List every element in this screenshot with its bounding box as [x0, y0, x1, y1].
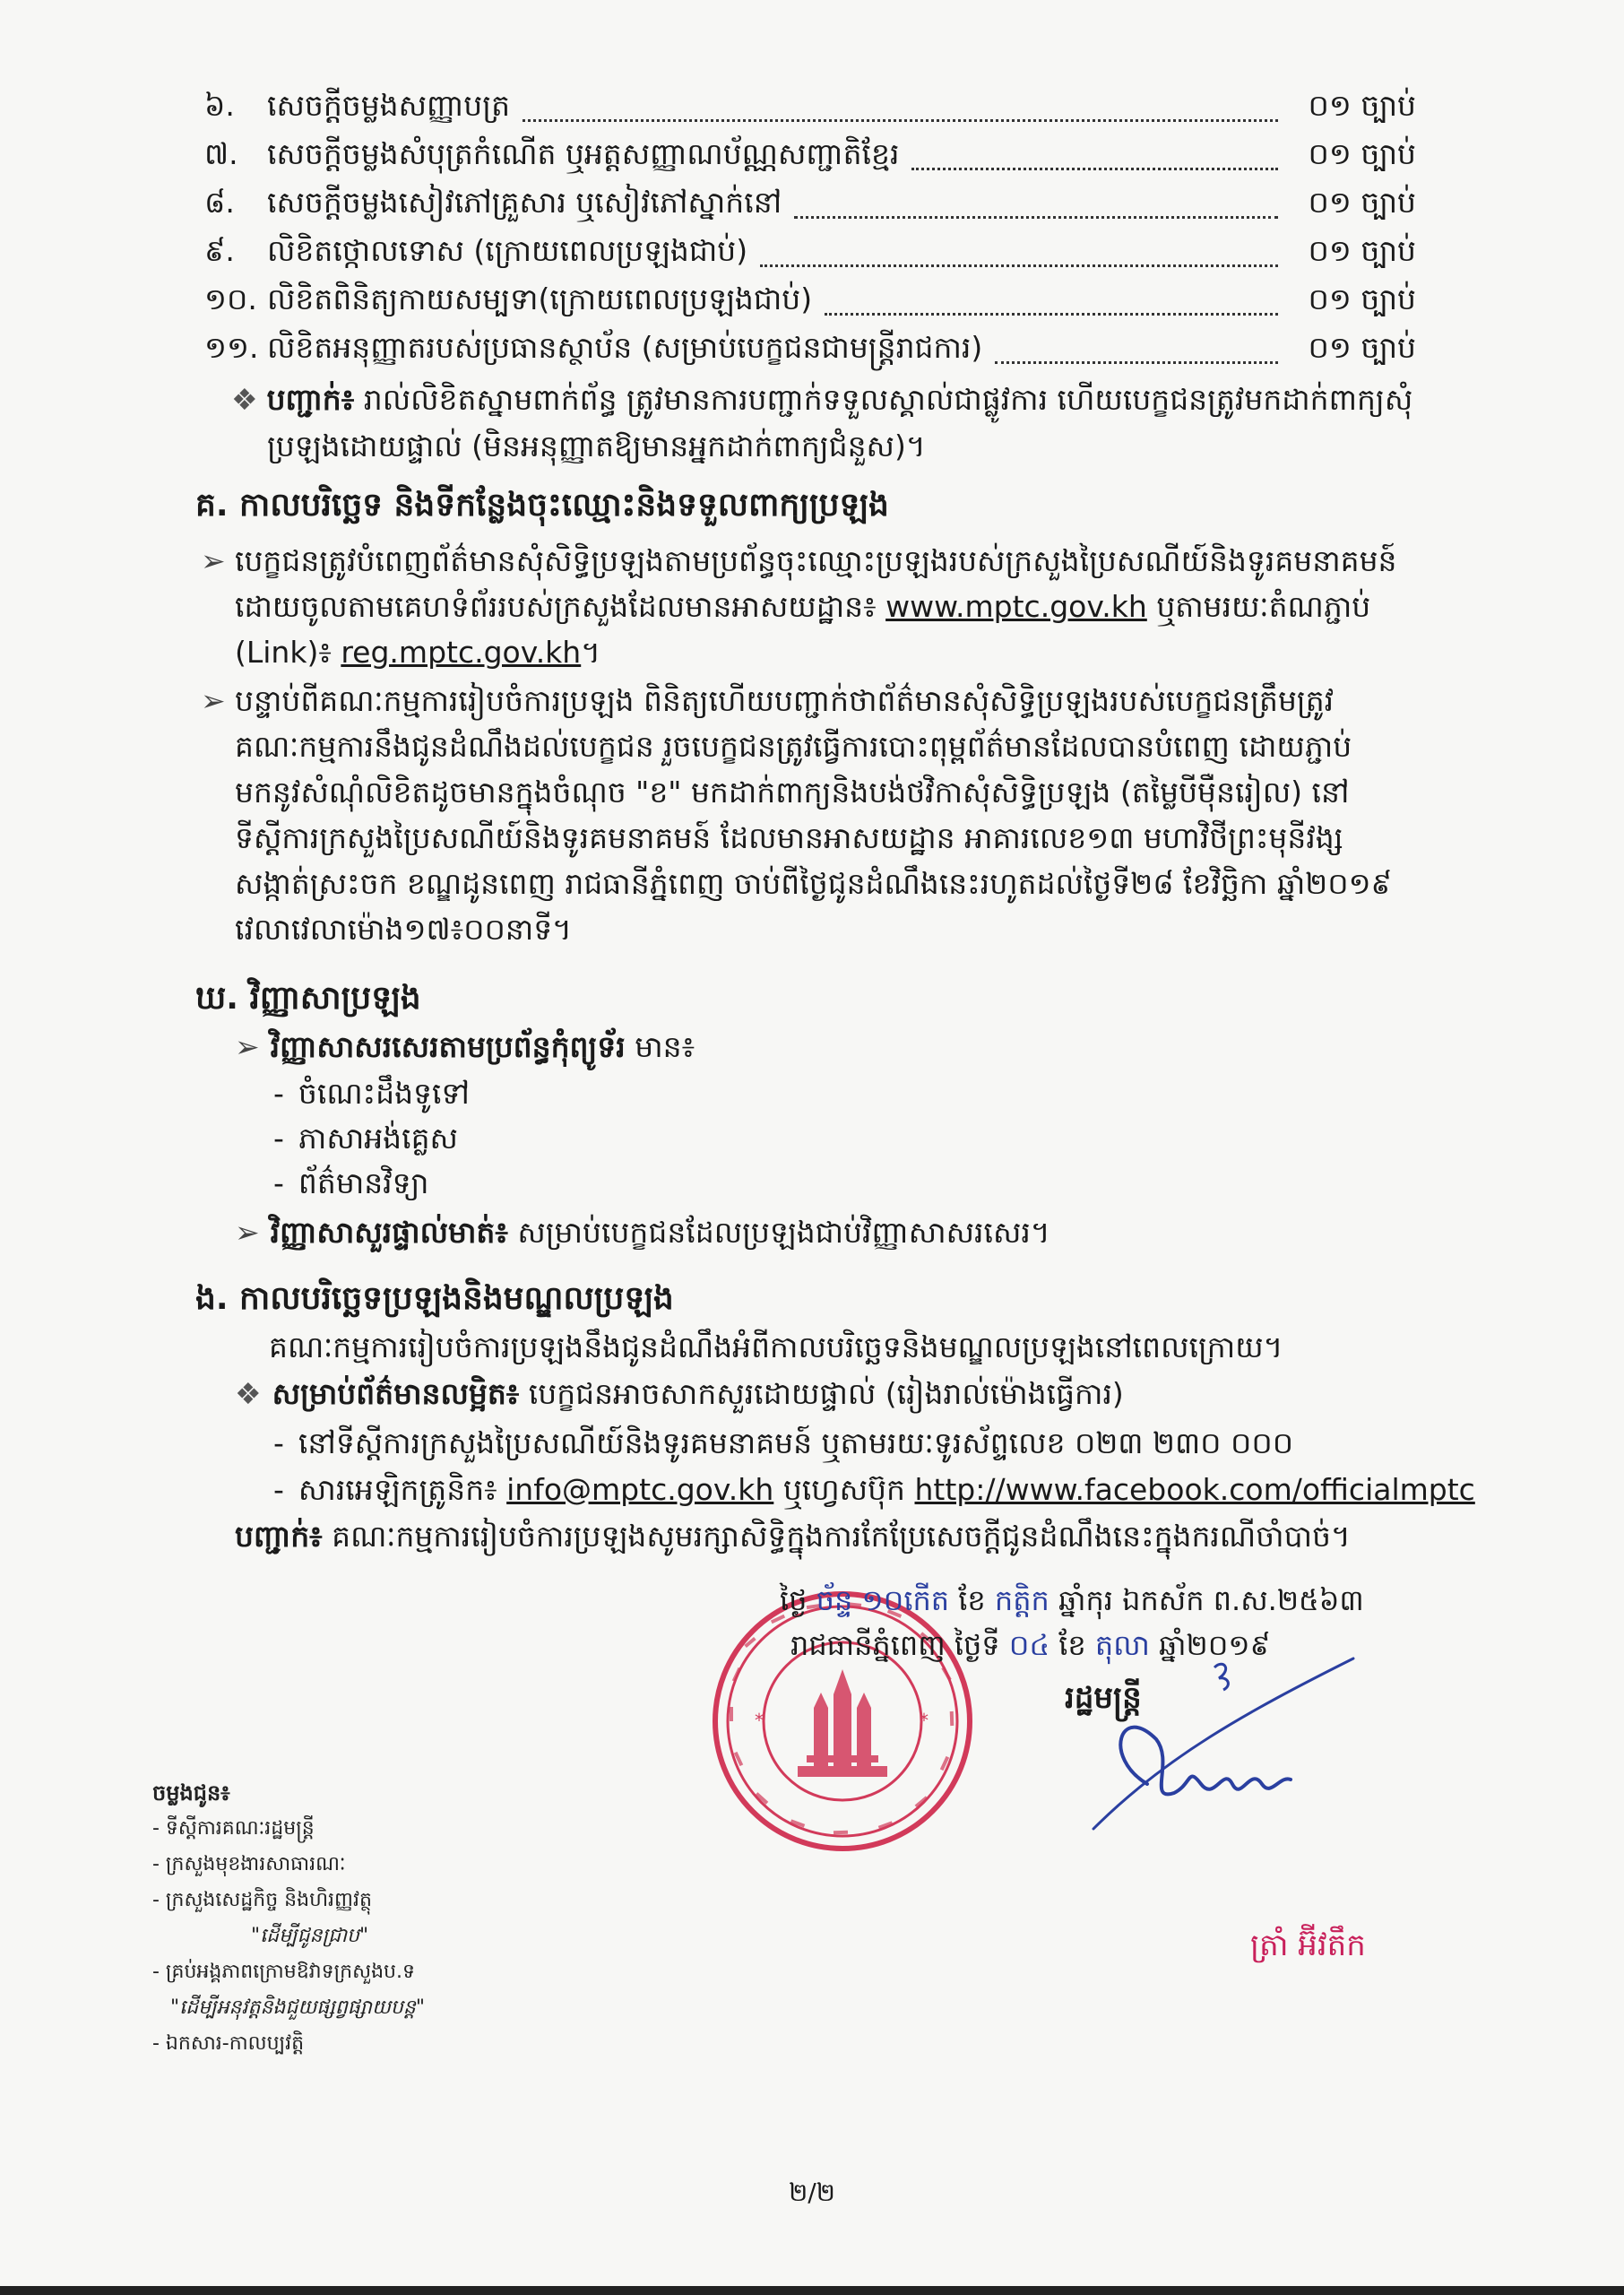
registration-link[interactable]: reg.mptc.gov.kh: [341, 635, 582, 670]
dot-leader: [911, 168, 1278, 170]
dot-leader: [760, 264, 1278, 267]
date-block: ថ្ងៃ ច័ន្ទ ១០កើត ខែ កត្តិក ឆ្នាំកុរ ឯកស័ក ព.ស.២៥៦៣ រាជធានីភ្នំពេញ ថ្ងៃទី ០៤ ខែ តុលា ឆ្នាំ២០១៩: [780, 1583, 1364, 1662]
document-list: [204, 82, 1416, 373]
svg-text:*: *: [920, 1710, 929, 1731]
list-item: ៩. លិខិតថ្កោលទោស (ក្រោយពេលប្រឡងជាប់) ០១ ច្បាប់: [204, 233, 1416, 268]
arrow-bullet-icon: ➢: [201, 683, 226, 718]
subject-item: - ចំណេះដឹងទូទៅ: [273, 1076, 470, 1111]
handwritten-day: ច័ន្ទ ១០កើត: [816, 1583, 950, 1617]
exam-schedule-text: គណៈកម្មការរៀបចំការប្រឡងនឹងជូនដំណឹងអំពីកាលបរិច្ឆេទនិងមណ្ឌលប្រឡងនៅពេលក្រោយ។: [269, 1329, 1283, 1364]
subject-item: - ភាសាអង់គ្លេស: [273, 1121, 458, 1156]
facebook-link[interactable]: http://www.facebook.com/officialmptc: [914, 1472, 1475, 1507]
list-item: ៧. សេចក្ដីចម្លងសំបុត្រកំណើត ឬអត្តសញ្ញាណប័ណ្ណសញ្ជាតិខ្មែរ ០១ ច្បាប់: [204, 136, 1416, 171]
contact-item: - សារអេឡិកត្រូនិក៖ info@mptc.gov.kh ឬហ្វេសប៊ុក http://www.facebook.com/officialmptc: [273, 1472, 1475, 1507]
section-heading-c: គ. កាលបរិច្ឆេទ និងទីកន្លែងចុះឈ្មោះនិងទទួលពាក្យប្រឡង: [195, 487, 889, 524]
dot-leader: [995, 361, 1278, 364]
list-item: ១០. លិខិតពិនិត្យកាយសម្បទា(ក្រោយពេលប្រឡងជាប់) ០១ ច្បាប់: [204, 281, 1416, 316]
website-link[interactable]: www.mptc.gov.kh: [885, 589, 1147, 624]
subject-item: - ព័ត៌មានវិទ្យា: [273, 1165, 429, 1200]
handwritten-day: ០៤: [1008, 1628, 1050, 1662]
list-item: ៦. សេចក្ដីចម្លងសញ្ញាបត្រ ០១ ច្បាប់: [204, 88, 1416, 123]
section-heading-d: ឃ. វិញ្ញាសាប្រឡង: [195, 980, 421, 1017]
handwritten-month: តុលា: [1094, 1628, 1150, 1662]
list-item: ១១. លិខិតអនុញ្ញាតរបស់ប្រធានស្ថាប័ន (សម្រាប់បេក្ខជនជាមន្ត្រីរាជការ) ០១ ច្បាប់: [204, 330, 1416, 365]
diamond-bullet-icon: ❖: [235, 1376, 262, 1411]
written-exam-item: ➢ វិញ្ញាសាសរសេរតាមប្រព័ន្ធកុំព្យូទ័រ មាន៖: [235, 1029, 695, 1064]
dot-leader: [523, 119, 1278, 122]
arrow-bullet-icon: ➢: [235, 1029, 260, 1064]
registration-paragraph: ➢ បេក្ខជនត្រូវបំពេញព័ត៌មានសុំសិទ្ធិប្រឡងតាមប្រព័ន្ធចុះឈ្មោះប្រឡងរបស់ក្រសួងប្រៃសណីយ៍និងទូរគមនាគមន៍ ដោយចូលតាមគេហទំព័ររបស់ក្រសួងដែលមានអាសយដ្ឋាន៖ www.mptc.gov.kh ឬតាមរយៈតំណភ្ជាប់ (Link)៖ reg.mptc.gov.kh។: [235, 538, 1481, 675]
signature-image: [1040, 1650, 1362, 1856]
email-link[interactable]: info@mptc.gov.kh: [506, 1472, 774, 1507]
diamond-bullet-icon: ❖: [231, 382, 258, 417]
dot-leader: [825, 313, 1278, 316]
oral-exam-item: ➢ វិញ្ញាសាសួរផ្ទាល់មាត់៖ សម្រាប់បេក្ខជនដែលប្រឡងជាប់វិញ្ញាសាសរសេរ។: [235, 1215, 1050, 1250]
arrow-bullet-icon: ➢: [201, 543, 226, 578]
svg-text:*: *: [755, 1710, 764, 1731]
minister-title: រដ្ឋមន្ត្រី: [1065, 1680, 1142, 1716]
section-heading-e: ង. កាលបរិច្ឆេទប្រឡងនិងមណ្ឌលប្រឡង: [195, 1280, 674, 1317]
submission-paragraph: ➢ បន្ទាប់ពីគណៈកម្មការរៀបចំការប្រឡង ពិនិត្យហើយបញ្ជាក់ថាព័ត៌មានសុំសិទ្ធិប្រឡងរបស់បេក្ខជនត្រឹមត្រូវ គណៈកម្មការនឹងជូនដំណឹងដល់បេក្ខជន រួចបេក្ខជនត្រូវធ្វើការបោះពុម្ពព័ត៌មានដែលបានបំពេញ ដោយភ្ជាប់ មកនូវសំណុំលិខិតដូចមានក្នុងចំណុច "ខ" មកដាក់ពាក្យនិងបង់ថវិកាសុំសិទ្ធិប្រឡង (តម្លៃបីម៉ឺនរៀល) នៅ ទីស្ដីការក្រសួងប្រៃសណីយ៍និងទូរគមនាគមន៍ ដែលមានអាសយដ្ឋាន អាគារលេខ១៣ មហាវិថីព្រះមុនីវង្ស សង្កាត់ស្រះចក ខណ្ឌដូនពេញ រាជធានីភ្នំពេញ ចាប់ពីថ្ងៃជូនដំណឹងនេះរហូតដល់ថ្ងៃទី២៨ ខែវិច្ឆិកា ឆ្នាំ២០១៩ វេលាវេលាម៉ោង១៧៖០០នាទី។: [235, 678, 1481, 952]
info-item: ❖ សម្រាប់ព័ត៌មានលម្អិត៖ បេក្ខជនអាចសាកសួរដោយផ្ទាល់ (រៀងរាល់ម៉ោងធ្វើការ): [235, 1376, 1124, 1411]
page-number: ២/២: [789, 2178, 835, 2207]
scan-edge: [0, 2286, 1624, 2295]
signer-name-stamp: ត្រាំ អ៊ីវតឹក: [1250, 1927, 1366, 1963]
requirement-note: ❖ បញ្ជាក់៖ រាល់លិខិតស្នាមពាក់ព័ន្ធ ត្រូវមានការបញ្ជាក់ទទួលស្គាល់ជាផ្លូវការ ហើយបេក្ខជនត្រូវមកដាក់ពាក្យសុំ ប្រឡងដោយផ្ទាល់ (មិនអនុញ្ញាតឱ្យមានអ្នកដាក់ពាក្យជំនួស)។: [231, 382, 1413, 463]
final-note: បញ្ជាក់៖ គណៈកម្មការរៀបចំការប្រឡងសូមរក្សាសិទ្ធិក្នុងការកែប្រែសេចក្ដីជូនដំណឹងនេះក្នុងករណីចាំបាច់។: [235, 1519, 1351, 1554]
contact-item: - នៅទីស្ដីការក្រសួងប្រៃសណីយ៍និងទូរគមនាគមន៍ ឬតាមរយៈទូរស័ព្ទលេខ ០២៣ ២៣០ ០០០: [273, 1425, 1294, 1460]
dot-leader: [794, 216, 1278, 219]
arrow-bullet-icon: ➢: [235, 1215, 260, 1250]
copies-block: ចម្លងជូន៖ - ទីស្ដីការគណៈរដ្ឋមន្ត្រី - ក្រសួងមុខងារសាធារណៈ - ក្រសួងសេដ្ឋកិច្ច និងហិរញ្ញវត្ថុ "ដើម្បីជូនជ្រាប" - គ្រប់អង្គភាពក្រោមឱវាទក្រសួងប.ទ "ដើម្បីអនុវត្តនិងជួយផ្សព្វផ្សាយបន្ត" - ឯកសារ-កាលប្បវត្តិ: [152, 1780, 425, 2055]
list-item: ៨. សេចក្ដីចម្លងសៀវភៅគ្រួសារ ឬសៀវភៅស្នាក់នៅ ០១ ច្បាប់: [204, 185, 1416, 220]
handwritten-month: កត្តិក: [994, 1583, 1050, 1617]
